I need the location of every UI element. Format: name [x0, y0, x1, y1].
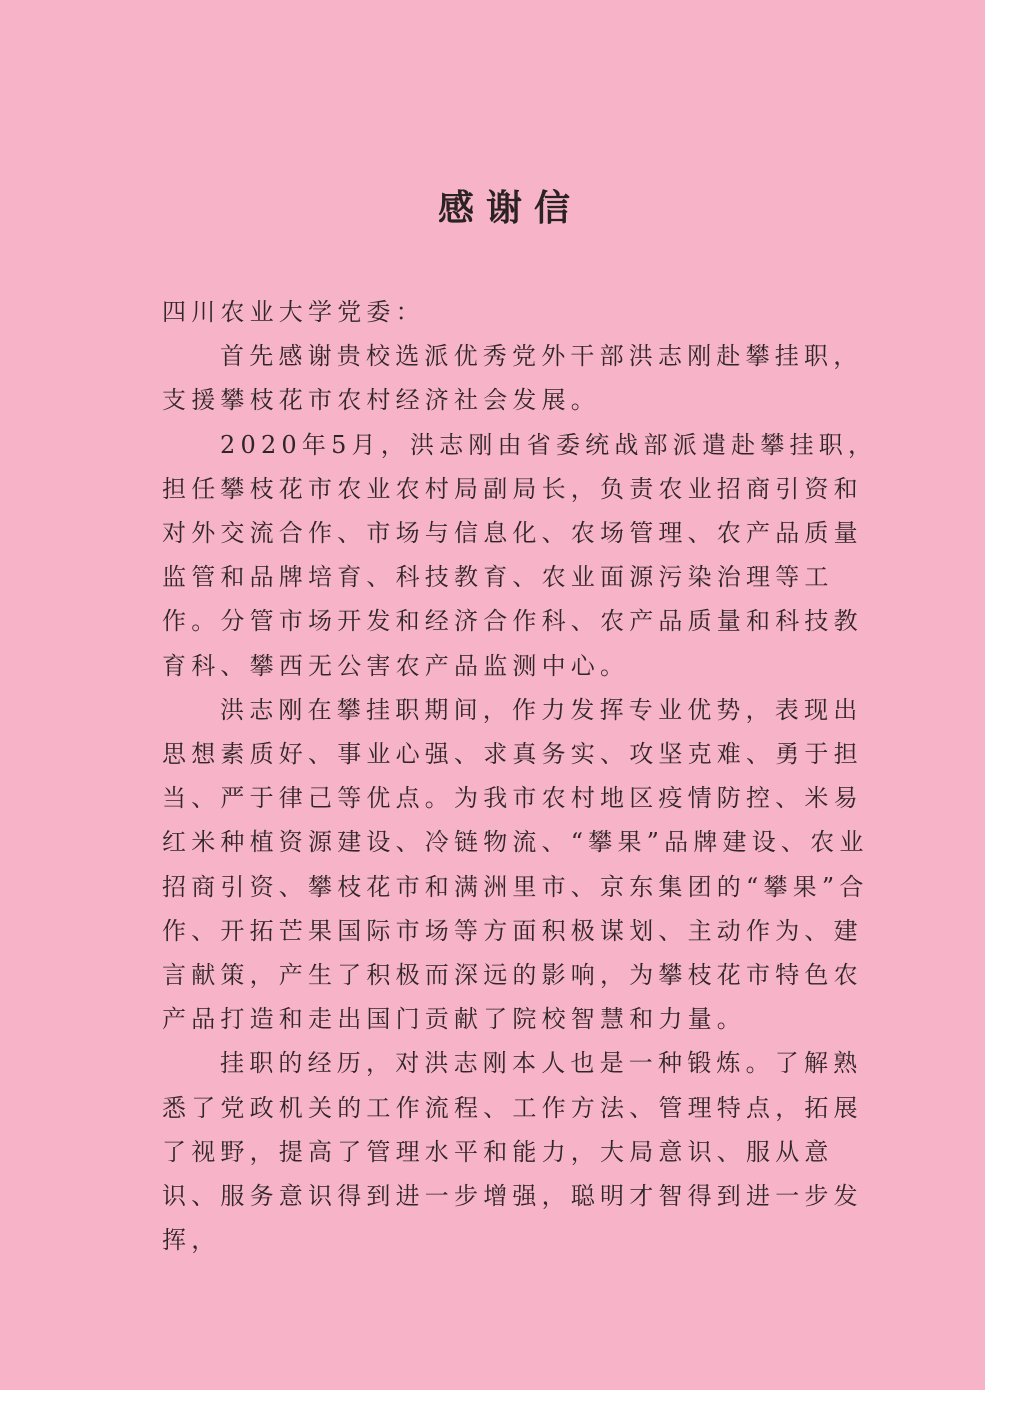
paragraph-1: 首先感谢贵校选派优秀党外干部洪志刚赴攀挂职，支援攀枝花市农村经济社会发展。: [162, 342, 863, 415]
paragraph-2: 2020年5月，洪志刚由省委统战部派遣赴攀挂职，担任攀枝花市农业农村局副局长，负责农业招商引资和对外交流合作、市场与信息化、农场管理、农产品质量监管和品牌培育、科技教育、农业面源污染治理等工作。分管市场开发和经济合作科、农产品质量和科技教育科、攀西无公害农产品监测中心。: [162, 430, 878, 680]
paragraph-4: 挂职的经历，对洪志刚本人也是一种锻炼。了解熟悉了党政机关的工作流程、工作方法、管理特点，拓展了视野，提高了管理水平和能力，大局意识、服从意识、服务意识得到进一步增强，聪明才智得到进一步发挥，: [162, 1049, 863, 1255]
paragraph-3: 洪志刚在攀挂职期间，作力发挥专业优势，表现出思想素质好、事业心强、求真务实、攻坚克难、勇于担当、严于律己等优点。为我市农村地区疫情防控、米易红米种植资源建设、冷链物流、“攀果”品牌建设、农业招商引资、攀枝花市和满洲里市、京东集团的“攀果”合作、开拓芒果国际市场等方面积极谋划、主动作为、建言献策，产生了积极而深远的影响，为攀枝花市特色农产品打造和走出国门贡献了院校智慧和力量。: [162, 695, 869, 1034]
salutation: 四川农业大学党委：: [162, 298, 425, 326]
letter-title: 感谢信: [437, 187, 582, 229]
letter-body: [162, 290, 882, 1262]
